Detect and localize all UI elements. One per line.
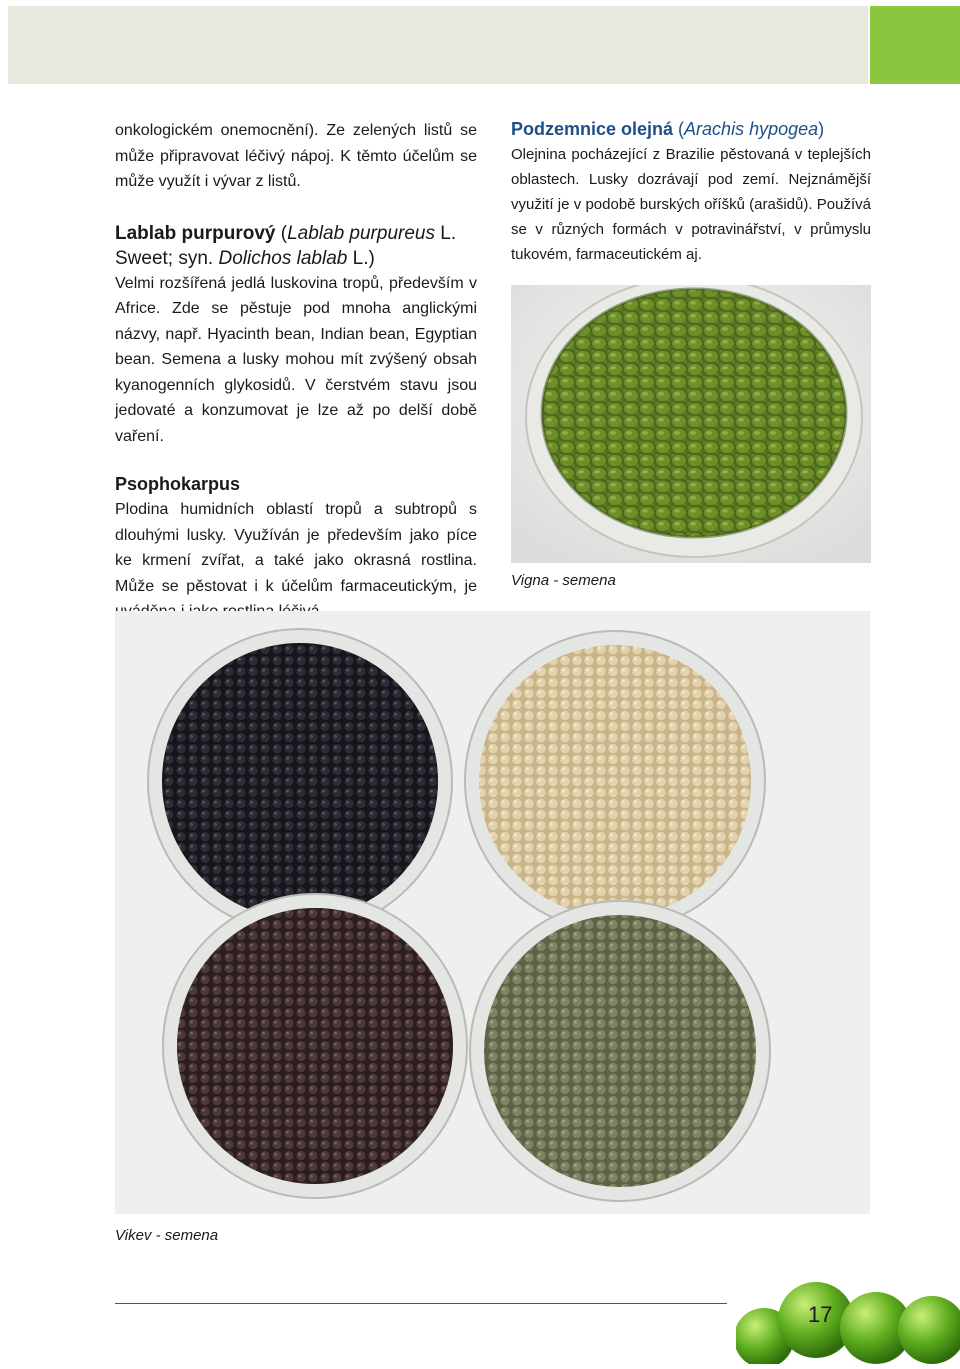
lablab-latin-name: Lablab purpureus — [287, 222, 435, 244]
vigna-caption: Vigna - semena — [511, 572, 616, 589]
lablab-latin-close: L.) — [347, 247, 375, 269]
psophokarpus-heading: Psophokarpus — [115, 474, 241, 494]
header-accent-block — [870, 6, 960, 84]
vigna-seeds-photo — [511, 285, 871, 563]
header-band — [8, 6, 868, 84]
podzemnice-latin-close: ) — [818, 119, 825, 139]
podzemnice-heading — [511, 116, 871, 142]
intro-paragraph: onkologickém onemocnění). Ze zelených listů se může připravovat léčivý nápoj. K těmto účelům se může využít i vývar z listů. — [115, 122, 477, 190]
left-column — [115, 118, 477, 625]
podzemnice-title: Podzemnice olejná — [511, 119, 674, 139]
lablab-title: Lablab purpurový — [115, 222, 276, 244]
right-column — [511, 116, 871, 267]
psophokarpus-text: Plodina humidních oblastí tropů a subtropů s dlouhými lusky. Využíván je především jako píce ke krmení zvířat, a také jako okrasná rostlina. Může se pěstovat i k účelům farmaceutickým, je — [115, 501, 477, 595]
podzemnice-text: Olejnina pocházející z Brazilie pěstovaná v teplejších oblastech. Lusky dozrávají pod zemí. Nejznámější využití je v podobě burských oříšků (arašidů). Používá se v různých formách v potravinářství, v průmyslu tukovém, farmaceutickém aj. — [511, 146, 871, 263]
vikev-caption: Vikev - semena — [115, 1227, 219, 1244]
page-number: 17 — [808, 1302, 833, 1327]
lablab-text: Velmi rozšířená jedlá luskovina tropů, především v Africe. Zde se pěstuje pod mnoha anglickými názvy, např. Hyacinth bean, Indian bean, Egyptian bean. Semena a lusky mohou mít zvýšený obsah kyanogenních glykosidů. V čerstvém stavu jsou jedovaté a konzumovat je lze až po delší době vaření. — [115, 274, 477, 445]
footer-rule — [115, 1303, 727, 1304]
lablab-latin-synonym: Dolichos lablab — [218, 247, 348, 269]
peas-decoration-icon — [736, 1268, 960, 1364]
peas-graphic — [736, 1268, 960, 1364]
lablab-heading — [115, 221, 477, 271]
lablab-latin-open: ( — [275, 222, 288, 244]
vikev-seeds-photo — [115, 611, 870, 1214]
podzemnice-latin-name: Arachis hypogea — [684, 119, 819, 139]
vikev-photo-graphic — [115, 611, 870, 1214]
lablab-latin-mid: L. Sweet; syn. — [115, 222, 457, 269]
podzemnice-latin-open: ( — [673, 119, 685, 139]
vigna-photo-graphic — [511, 285, 871, 563]
